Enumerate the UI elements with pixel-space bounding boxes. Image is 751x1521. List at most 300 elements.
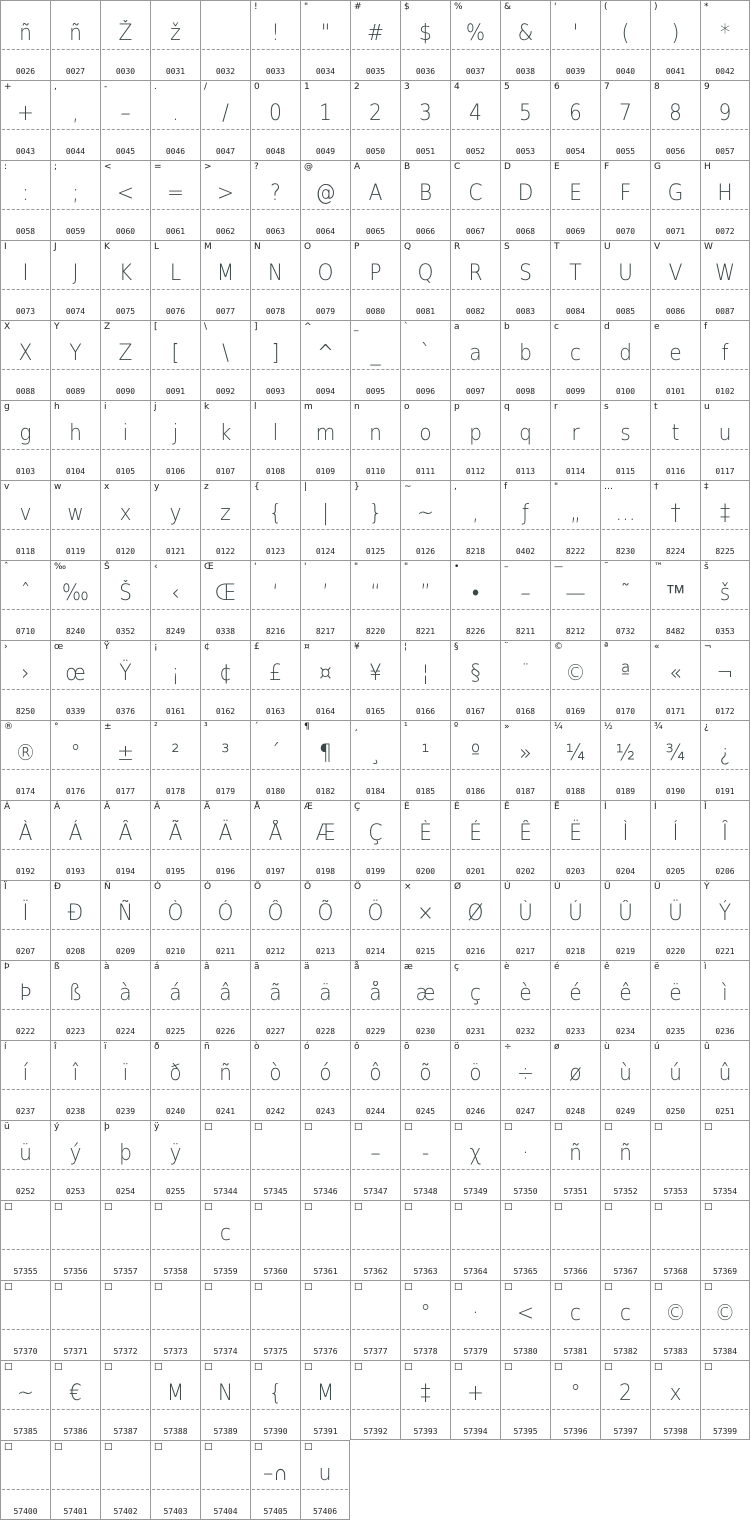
glyph-cell[interactable] (550, 640, 600, 720)
glyph-cell[interactable] (500, 640, 550, 720)
glyph-cell[interactable] (500, 240, 550, 320)
glyph-cell[interactable] (200, 1360, 250, 1440)
glyph-cell[interactable] (200, 720, 250, 800)
glyph-cell[interactable] (350, 1200, 400, 1280)
glyph-cell[interactable] (200, 880, 250, 960)
glyph-cell[interactable] (550, 80, 600, 160)
glyph-cell[interactable] (400, 640, 450, 720)
glyph-cell[interactable] (350, 80, 400, 160)
glyph-cell[interactable] (450, 0, 500, 80)
glyph-cell[interactable] (450, 640, 500, 720)
glyph-cell[interactable] (100, 720, 150, 800)
glyph-cell[interactable] (650, 1280, 700, 1360)
glyph-cell[interactable] (700, 400, 750, 480)
glyph-cell[interactable] (700, 320, 750, 400)
glyph-cell[interactable] (550, 400, 600, 480)
glyph-cell[interactable] (250, 0, 300, 80)
glyph-cell[interactable] (100, 560, 150, 640)
glyph-cell[interactable] (500, 1280, 550, 1360)
glyph-cell[interactable] (50, 480, 100, 560)
char-code: 0194 (115, 867, 136, 876)
glyph-cell[interactable] (50, 240, 100, 320)
glyph-cell[interactable] (50, 960, 100, 1040)
glyph-cell[interactable] (650, 160, 700, 240)
glyph-cell[interactable] (250, 240, 300, 320)
glyph-cell[interactable] (0, 400, 50, 480)
glyph-cell[interactable] (300, 720, 350, 800)
glyph-cell[interactable] (400, 1360, 450, 1440)
glyph-cell[interactable] (150, 960, 200, 1040)
glyph-cell[interactable] (50, 160, 100, 240)
glyph-cell[interactable] (0, 720, 50, 800)
glyph-cell[interactable] (50, 1200, 100, 1280)
glyph-cell[interactable] (650, 480, 700, 560)
glyph-sample: " (320, 21, 331, 46)
glyph-cell[interactable] (350, 1360, 400, 1440)
glyph-cell[interactable] (50, 1440, 100, 1520)
glyph-cell[interactable] (50, 1360, 100, 1440)
glyph-cell[interactable] (500, 1120, 550, 1200)
glyph-cell[interactable] (300, 480, 350, 560)
char-code: 0091 (165, 387, 186, 396)
glyph-cell[interactable] (0, 1040, 50, 1120)
glyph-cell[interactable] (250, 560, 300, 640)
glyph-cell[interactable] (100, 240, 150, 320)
glyph-cell[interactable] (650, 320, 700, 400)
glyph-cell[interactable] (150, 1360, 200, 1440)
glyph-cell[interactable] (450, 240, 500, 320)
glyph-cell[interactable] (200, 320, 250, 400)
glyph-cell[interactable] (550, 1120, 600, 1200)
glyph-cell[interactable] (100, 1040, 150, 1120)
glyph-cell[interactable] (200, 640, 250, 720)
glyph-cell[interactable] (100, 640, 150, 720)
glyph-sample: © (714, 1301, 736, 1326)
glyph-cell[interactable] (300, 880, 350, 960)
glyph-cell[interactable] (700, 240, 750, 320)
glyph-cell[interactable] (50, 320, 100, 400)
glyph-cell[interactable] (0, 880, 50, 960)
glyph-cell[interactable] (150, 80, 200, 160)
glyph-cell[interactable] (100, 320, 150, 400)
glyph-cell[interactable] (200, 480, 250, 560)
reference-character: ; (54, 162, 58, 172)
glyph-cell[interactable] (50, 560, 100, 640)
glyph-cell[interactable] (400, 240, 450, 320)
glyph-cell[interactable] (450, 1040, 500, 1120)
glyph-cell[interactable] (150, 1040, 200, 1120)
glyph-cell[interactable] (150, 880, 200, 960)
glyph-cell[interactable] (100, 400, 150, 480)
glyph-cell[interactable] (350, 160, 400, 240)
glyph-cell[interactable] (650, 1040, 700, 1120)
glyph-cell[interactable] (700, 160, 750, 240)
glyph-cell[interactable] (250, 1360, 300, 1440)
glyph-cell[interactable] (550, 240, 600, 320)
glyph-sample: j (172, 421, 179, 446)
baseline-guide (302, 1489, 348, 1490)
glyph-cell[interactable] (200, 1440, 250, 1520)
glyph-cell[interactable] (250, 640, 300, 720)
glyph-cell[interactable] (650, 1200, 700, 1280)
glyph-cell[interactable] (350, 560, 400, 640)
glyph-cell[interactable] (600, 560, 650, 640)
glyph-cell[interactable] (300, 160, 350, 240)
glyph-cell[interactable] (100, 880, 150, 960)
glyph-cell[interactable] (150, 400, 200, 480)
glyph-cell[interactable] (700, 1200, 750, 1280)
glyph-cell[interactable] (450, 480, 500, 560)
glyph-cell[interactable] (150, 1280, 200, 1360)
glyph-cell[interactable] (200, 560, 250, 640)
glyph-cell[interactable] (50, 880, 100, 960)
glyph-cell[interactable] (550, 880, 600, 960)
glyph-cell[interactable] (450, 1360, 500, 1440)
glyph-cell[interactable] (200, 80, 250, 160)
glyph-cell[interactable] (200, 1040, 250, 1120)
glyph-cell[interactable] (250, 880, 300, 960)
glyph-cell[interactable] (0, 0, 50, 80)
glyph-cell[interactable] (200, 1120, 250, 1200)
char-code: 0105 (115, 467, 136, 476)
glyph-cell[interactable] (350, 320, 400, 400)
glyph-cell[interactable] (0, 1440, 50, 1520)
glyph-cell[interactable] (600, 400, 650, 480)
glyph-cell[interactable] (100, 0, 150, 80)
glyph-cell[interactable] (0, 480, 50, 560)
glyph-cell[interactable] (500, 1040, 550, 1120)
glyph-cell[interactable] (500, 80, 550, 160)
glyph-cell[interactable] (100, 480, 150, 560)
glyph-cell[interactable] (300, 960, 350, 1040)
glyph-cell[interactable] (100, 1200, 150, 1280)
glyph-cell[interactable] (150, 560, 200, 640)
glyph-cell[interactable] (350, 480, 400, 560)
glyph-cell[interactable] (0, 560, 50, 640)
baseline-guide (252, 1489, 299, 1490)
glyph-cell[interactable] (100, 800, 150, 880)
glyph-cell[interactable] (650, 1360, 700, 1440)
baseline-guide (302, 1089, 349, 1090)
baseline-guide (452, 1249, 499, 1250)
glyph-cell[interactable] (700, 1360, 750, 1440)
glyph-cell[interactable] (400, 960, 450, 1040)
glyph-cell[interactable] (0, 80, 50, 160)
glyph-cell[interactable] (600, 320, 650, 400)
glyph-cell[interactable] (500, 1200, 550, 1280)
glyph-cell[interactable] (250, 400, 300, 480)
glyph-cell[interactable] (400, 1040, 450, 1120)
glyph-cell[interactable] (400, 160, 450, 240)
glyph-cell[interactable] (250, 80, 300, 160)
glyph-cell[interactable] (350, 0, 400, 80)
glyph-cell[interactable] (300, 1040, 350, 1120)
glyph-cell[interactable] (550, 560, 600, 640)
glyph-cell[interactable] (700, 1120, 750, 1200)
reference-character: □ (204, 1202, 213, 1212)
glyph-cell[interactable] (350, 1040, 400, 1120)
glyph-cell[interactable] (550, 720, 600, 800)
glyph-cell[interactable] (150, 320, 200, 400)
glyph-cell[interactable] (50, 1280, 100, 1360)
glyph-cell[interactable] (150, 640, 200, 720)
glyph-cell[interactable] (450, 1120, 500, 1200)
baseline-guide (102, 129, 149, 130)
glyph-cell[interactable] (550, 1040, 600, 1120)
glyph-cell[interactable] (500, 880, 550, 960)
glyph-cell[interactable] (550, 1280, 600, 1360)
glyph-cell[interactable] (600, 1200, 650, 1280)
glyph-cell[interactable] (600, 0, 650, 80)
glyph-cell[interactable] (600, 1360, 650, 1440)
glyph-cell[interactable] (100, 80, 150, 160)
glyph-cell[interactable] (550, 960, 600, 1040)
glyph-cell[interactable] (450, 880, 500, 960)
glyph-cell[interactable] (400, 0, 450, 80)
glyph-cell[interactable] (150, 1120, 200, 1200)
glyph-cell[interactable] (300, 1200, 350, 1280)
glyph-cell[interactable] (700, 0, 750, 80)
glyph-cell[interactable] (550, 160, 600, 240)
glyph-cell[interactable] (600, 800, 650, 880)
glyph-cell[interactable] (250, 1120, 300, 1200)
glyph-cell[interactable] (300, 800, 350, 880)
glyph-cell[interactable] (200, 800, 250, 880)
glyph-cell[interactable] (400, 720, 450, 800)
glyph-cell[interactable] (50, 800, 100, 880)
glyph-cell[interactable] (0, 960, 50, 1040)
glyph-cell[interactable] (700, 1280, 750, 1360)
glyph-cell[interactable] (600, 480, 650, 560)
glyph-cell[interactable] (400, 80, 450, 160)
glyph-cell[interactable] (150, 160, 200, 240)
glyph-cell[interactable] (650, 240, 700, 320)
glyph-cell[interactable] (700, 560, 750, 640)
glyph-cell[interactable] (450, 960, 500, 1040)
glyph-cell[interactable] (50, 80, 100, 160)
glyph-cell[interactable] (650, 880, 700, 960)
char-code: 0167 (465, 707, 486, 716)
glyph-cell[interactable] (450, 160, 500, 240)
glyph-cell[interactable] (50, 1120, 100, 1200)
glyph-cell[interactable] (450, 80, 500, 160)
glyph-cell[interactable] (500, 720, 550, 800)
reference-character: □ (204, 1362, 213, 1372)
glyph-cell[interactable] (700, 800, 750, 880)
glyph-cell[interactable] (50, 640, 100, 720)
glyph-cell[interactable] (500, 480, 550, 560)
glyph-cell[interactable] (150, 800, 200, 880)
glyph-cell[interactable] (400, 1120, 450, 1200)
glyph-cell[interactable] (300, 0, 350, 80)
glyph-cell[interactable] (50, 400, 100, 480)
glyph-cell[interactable] (200, 1200, 250, 1280)
glyph-cell[interactable] (150, 1200, 200, 1280)
glyph-cell[interactable] (600, 240, 650, 320)
glyph-cell[interactable] (500, 160, 550, 240)
glyph-cell[interactable] (400, 560, 450, 640)
glyph-cell[interactable] (250, 160, 300, 240)
glyph-cell[interactable] (0, 1360, 50, 1440)
glyph-cell[interactable] (450, 720, 500, 800)
glyph-cell[interactable] (250, 960, 300, 1040)
char-code: 0219 (615, 947, 636, 956)
glyph-cell[interactable] (350, 400, 400, 480)
glyph-cell[interactable] (600, 640, 650, 720)
glyph-cell[interactable] (650, 720, 700, 800)
glyph-cell[interactable] (300, 240, 350, 320)
char-code: 0110 (365, 467, 386, 476)
glyph-cell[interactable] (100, 1440, 150, 1520)
reference-character: m (304, 402, 313, 412)
glyph-cell[interactable] (550, 1360, 600, 1440)
glyph-cell[interactable] (300, 560, 350, 640)
glyph-cell[interactable] (200, 1280, 250, 1360)
glyph-cell[interactable] (600, 880, 650, 960)
glyph-cell[interactable] (400, 320, 450, 400)
glyph-cell[interactable] (550, 480, 600, 560)
glyph-cell[interactable] (700, 640, 750, 720)
glyph-cell[interactable] (150, 240, 200, 320)
glyph-cell[interactable] (0, 160, 50, 240)
glyph-cell[interactable] (700, 720, 750, 800)
glyph-cell[interactable] (400, 400, 450, 480)
glyph-cell[interactable] (300, 80, 350, 160)
glyph-cell[interactable] (100, 1360, 150, 1440)
glyph-cell[interactable] (0, 640, 50, 720)
glyph-cell[interactable] (150, 0, 200, 80)
glyph-cell[interactable] (150, 480, 200, 560)
glyph-cell[interactable] (350, 880, 400, 960)
glyph-cell[interactable] (250, 1440, 300, 1520)
glyph-cell[interactable] (550, 800, 600, 880)
glyph-cell[interactable] (200, 160, 250, 240)
glyph-cell[interactable] (700, 80, 750, 160)
glyph-cell[interactable] (250, 800, 300, 880)
glyph-cell[interactable] (450, 1200, 500, 1280)
glyph-cell[interactable] (400, 800, 450, 880)
glyph-cell[interactable] (350, 720, 400, 800)
glyph-cell[interactable] (450, 800, 500, 880)
glyph-cell[interactable] (600, 960, 650, 1040)
glyph-cell[interactable] (600, 1120, 650, 1200)
glyph-cell[interactable] (100, 1120, 150, 1200)
glyph-sample (153, 1217, 198, 1251)
glyph-cell[interactable] (150, 1440, 200, 1520)
glyph-cell[interactable] (650, 640, 700, 720)
glyph-cell[interactable] (450, 560, 500, 640)
glyph-cell[interactable] (50, 0, 100, 80)
reference-character: ì (704, 962, 707, 972)
glyph-cell[interactable] (300, 400, 350, 480)
glyph-cell[interactable] (250, 320, 300, 400)
glyph-cell[interactable] (300, 320, 350, 400)
glyph-cell[interactable] (400, 480, 450, 560)
glyph-cell[interactable] (250, 480, 300, 560)
glyph-cell[interactable] (0, 1120, 50, 1200)
glyph-cell[interactable] (250, 1280, 300, 1360)
glyph-cell[interactable] (0, 1200, 50, 1280)
glyph-cell[interactable] (500, 800, 550, 880)
glyph-cell[interactable] (600, 720, 650, 800)
glyph-cell[interactable] (350, 1280, 400, 1360)
glyph-cell[interactable] (500, 560, 550, 640)
glyph-cell[interactable] (500, 0, 550, 80)
glyph-cell[interactable] (100, 1280, 150, 1360)
glyph-cell[interactable] (550, 0, 600, 80)
glyph-cell[interactable] (650, 80, 700, 160)
glyph-cell[interactable] (350, 640, 400, 720)
glyph-cell[interactable] (700, 1040, 750, 1120)
glyph-cell[interactable] (650, 0, 700, 80)
glyph-cell[interactable] (0, 320, 50, 400)
glyph-cell[interactable] (700, 960, 750, 1040)
glyph-cell[interactable] (500, 400, 550, 480)
glyph-cell[interactable] (650, 400, 700, 480)
glyph-cell[interactable] (650, 800, 700, 880)
glyph-cell[interactable] (600, 160, 650, 240)
glyph-cell[interactable] (250, 1040, 300, 1120)
glyph-cell[interactable] (550, 320, 600, 400)
glyph-cell[interactable] (300, 1360, 350, 1440)
glyph-cell[interactable] (350, 1120, 400, 1200)
glyph-cell[interactable] (350, 960, 400, 1040)
glyph-cell[interactable] (300, 640, 350, 720)
glyph-cell[interactable] (500, 960, 550, 1040)
glyph-cell[interactable] (300, 1440, 350, 1520)
glyph-cell[interactable] (550, 1200, 600, 1280)
glyph-cell[interactable] (0, 240, 50, 320)
glyph-cell[interactable] (600, 1280, 650, 1360)
char-code: 0238 (65, 1107, 86, 1116)
glyph-cell[interactable] (400, 1200, 450, 1280)
glyph-cell[interactable] (600, 80, 650, 160)
glyph-cell[interactable] (200, 240, 250, 320)
glyph-cell[interactable] (0, 1280, 50, 1360)
glyph-cell[interactable] (200, 960, 250, 1040)
glyph-cell[interactable] (100, 160, 150, 240)
glyph-cell[interactable] (300, 1280, 350, 1360)
glyph-cell[interactable] (600, 1040, 650, 1120)
glyph-cell[interactable] (0, 800, 50, 880)
glyph-cell[interactable] (50, 1040, 100, 1120)
baseline-guide (452, 609, 499, 610)
glyph-cell[interactable] (450, 320, 500, 400)
glyph-cell[interactable] (250, 720, 300, 800)
glyph-cell[interactable] (700, 880, 750, 960)
glyph-cell[interactable] (250, 1200, 300, 1280)
glyph-cell[interactable] (700, 480, 750, 560)
glyph-cell[interactable] (200, 0, 250, 80)
glyph-cell[interactable] (500, 320, 550, 400)
glyph-cell[interactable] (150, 720, 200, 800)
glyph-cell[interactable] (650, 960, 700, 1040)
glyph-cell[interactable] (400, 1280, 450, 1360)
reference-character: ¼ (554, 722, 563, 732)
glyph-cell[interactable] (650, 1120, 700, 1200)
glyph-cell[interactable] (650, 560, 700, 640)
glyph-cell[interactable] (500, 1360, 550, 1440)
glyph-cell[interactable] (100, 960, 150, 1040)
glyph-cell[interactable] (400, 880, 450, 960)
glyph-cell[interactable] (200, 400, 250, 480)
glyph-cell[interactable] (450, 1280, 500, 1360)
glyph-cell[interactable] (450, 400, 500, 480)
glyph-cell[interactable] (350, 800, 400, 880)
glyph-cell[interactable] (350, 240, 400, 320)
glyph-cell[interactable] (50, 720, 100, 800)
glyph-cell[interactable] (300, 1120, 350, 1200)
